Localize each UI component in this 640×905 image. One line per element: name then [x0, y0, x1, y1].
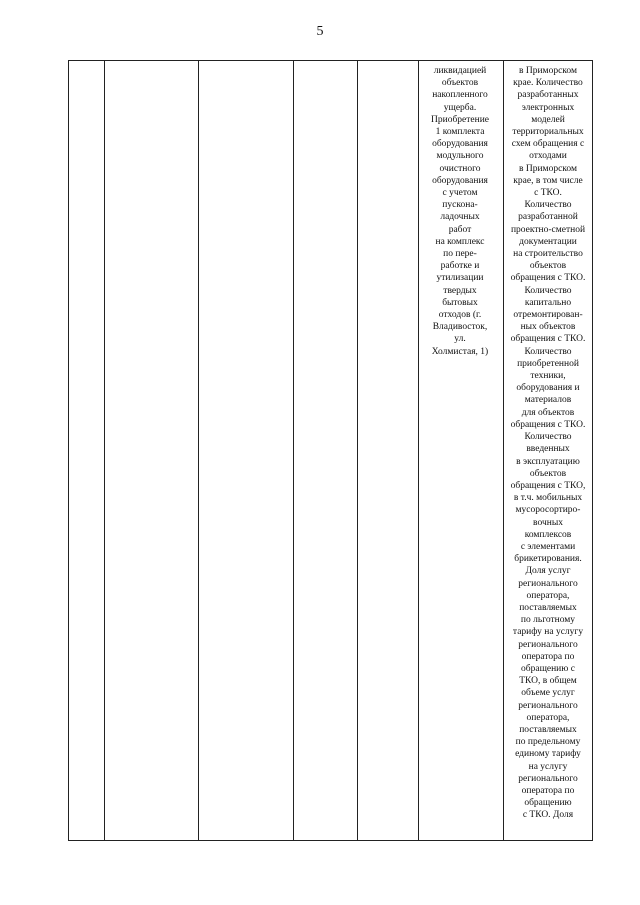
table-cell-line: территориальных [512, 127, 584, 138]
table-cell-line: ладочных [440, 212, 480, 223]
table-cell-line: Количество [524, 346, 572, 357]
table-cell-line: техники, [530, 371, 566, 382]
table-cell-line: ных объектов [520, 322, 576, 333]
table-cell-line: с учетом [442, 188, 478, 199]
table-cell-line: в Приморском [519, 163, 577, 174]
table-cell-line: крае, в том числе [513, 175, 583, 186]
table-cell-line: объектов [441, 78, 479, 89]
table-cell-line: очистного [439, 163, 481, 174]
table-cell-line: поставляемых [519, 602, 577, 613]
table-cell-line: обращения с ТКО. [510, 334, 586, 345]
table-cell-line: приобретенной [517, 358, 579, 369]
table-cell-line: на комплекс [435, 236, 485, 247]
table-cell-line: модульного [436, 151, 484, 162]
table-cell-line: отремонтирован- [513, 310, 583, 321]
table-cell-line: Доля услуг [525, 566, 571, 577]
table-cell-line: оператора по [521, 785, 575, 796]
table-cell-line: регионального [518, 578, 578, 589]
table-cell-line: вочных [533, 517, 563, 528]
column-divider-6 [503, 61, 504, 840]
page-number: 5 [316, 24, 324, 39]
table-cell-line: схем обращения с [511, 139, 585, 150]
table-cell-line: по пере- [443, 249, 477, 260]
table-cell-line: для объектов [521, 407, 575, 418]
table-cell-line: с ТКО. Доля [522, 810, 574, 821]
table-cell-line: объектов [529, 468, 567, 479]
table-cell-line: электронных [521, 102, 575, 113]
table-cell-line: единому тарифу [515, 749, 581, 760]
table-cell-line: по льготному [520, 615, 576, 626]
column-divider-4 [357, 61, 358, 840]
table-cell-line: твердых [443, 285, 477, 296]
table-cell-line: крае. Количество [513, 78, 583, 89]
table-cell-line: объектов [529, 261, 567, 272]
column-divider-2 [198, 61, 199, 840]
column-divider-3 [293, 61, 294, 840]
table-cell-line: введенных [526, 444, 570, 455]
table-cell-line: в т.ч. мобильных [513, 493, 583, 504]
table-cell-line: с ТКО. [534, 188, 562, 199]
table-cell-line: Владивосток, [432, 322, 488, 333]
table-cell-line: с элементами [520, 541, 576, 552]
table-cell-line: регионального [518, 700, 578, 711]
table-cell-line: материалов [524, 395, 572, 406]
table-cell-line: разработанных [517, 90, 579, 101]
table-cell-line: ТКО, в общем [519, 676, 577, 687]
table-cell-line: документации [519, 236, 577, 247]
table-cell-line: по предельному [515, 737, 581, 748]
table-cell-line: тарифу на услугу [512, 627, 584, 638]
table-cell-line: регионального [518, 639, 578, 650]
document-table [68, 60, 593, 841]
table-cell-line: пускона- [442, 200, 478, 211]
table-cell-line: Холмистая, 1) [431, 346, 489, 357]
table-cell-line: ущерба. [443, 102, 477, 113]
table-cell-line: оборудования [432, 175, 488, 186]
table-cell-line: оператора по [521, 651, 575, 662]
table-cell-line: оператора, [526, 590, 570, 601]
table-cell-line: накопленного [432, 90, 488, 101]
table-cell-line: работке и [440, 261, 480, 272]
table-cell-line: обращения с ТКО. [510, 273, 586, 284]
table-cell-line: бытовых [442, 297, 478, 308]
table-cell-line: в Приморском [519, 66, 577, 76]
table-cell-line: комплексов [524, 529, 572, 540]
table-cell-line: работ [448, 224, 472, 235]
column-divider-1 [104, 61, 105, 840]
table-cell-measures [419, 65, 501, 358]
table-cell-line: разработанной [518, 212, 578, 223]
table-cell-line: обращению с [521, 663, 575, 674]
table-cell-line: Количество [524, 432, 572, 443]
table-cell-line: оборудования [432, 139, 488, 150]
table-cell-line: обращению [524, 798, 572, 809]
table-cell-line: отходов (г. [438, 310, 482, 321]
table-cell-line: мусоросортиро- [515, 505, 581, 516]
table-cell-line: в эксплуатацию [516, 456, 580, 467]
table-cell-line: объеме услуг [521, 688, 575, 699]
table-cell-line: оборудования и [516, 383, 580, 394]
table-cell-indicators [505, 65, 591, 822]
table-cell-line: на строительство [513, 249, 583, 260]
table-cell-line: поставляемых [519, 724, 577, 735]
table-cell-line: брикетирования. [514, 554, 582, 565]
table-cell-line: ликвидацией [433, 66, 487, 76]
table-cell-line: оператора, [526, 712, 570, 723]
table-cell-line: ул. [454, 334, 466, 345]
table-cell-line: Приобретение [431, 114, 489, 125]
table-cell-line: капитально [524, 297, 572, 308]
table-cell-line: утилизации [436, 273, 484, 284]
table-cell-line: Количество [524, 285, 572, 296]
table-cell-line: Количество [524, 200, 572, 211]
table-cell-line: моделей [531, 114, 565, 125]
table-cell-line: обращения с ТКО. [510, 419, 586, 430]
table-cell-line: на услугу [528, 761, 568, 772]
table-cell-line: 1 комплекта [435, 127, 485, 138]
table-cell-line: отходами [529, 151, 567, 162]
table-cell-line: проектно-сметной [510, 224, 586, 235]
table-cell-line: обращения с ТКО, [510, 480, 586, 491]
table-cell-line: регионального [518, 773, 578, 784]
